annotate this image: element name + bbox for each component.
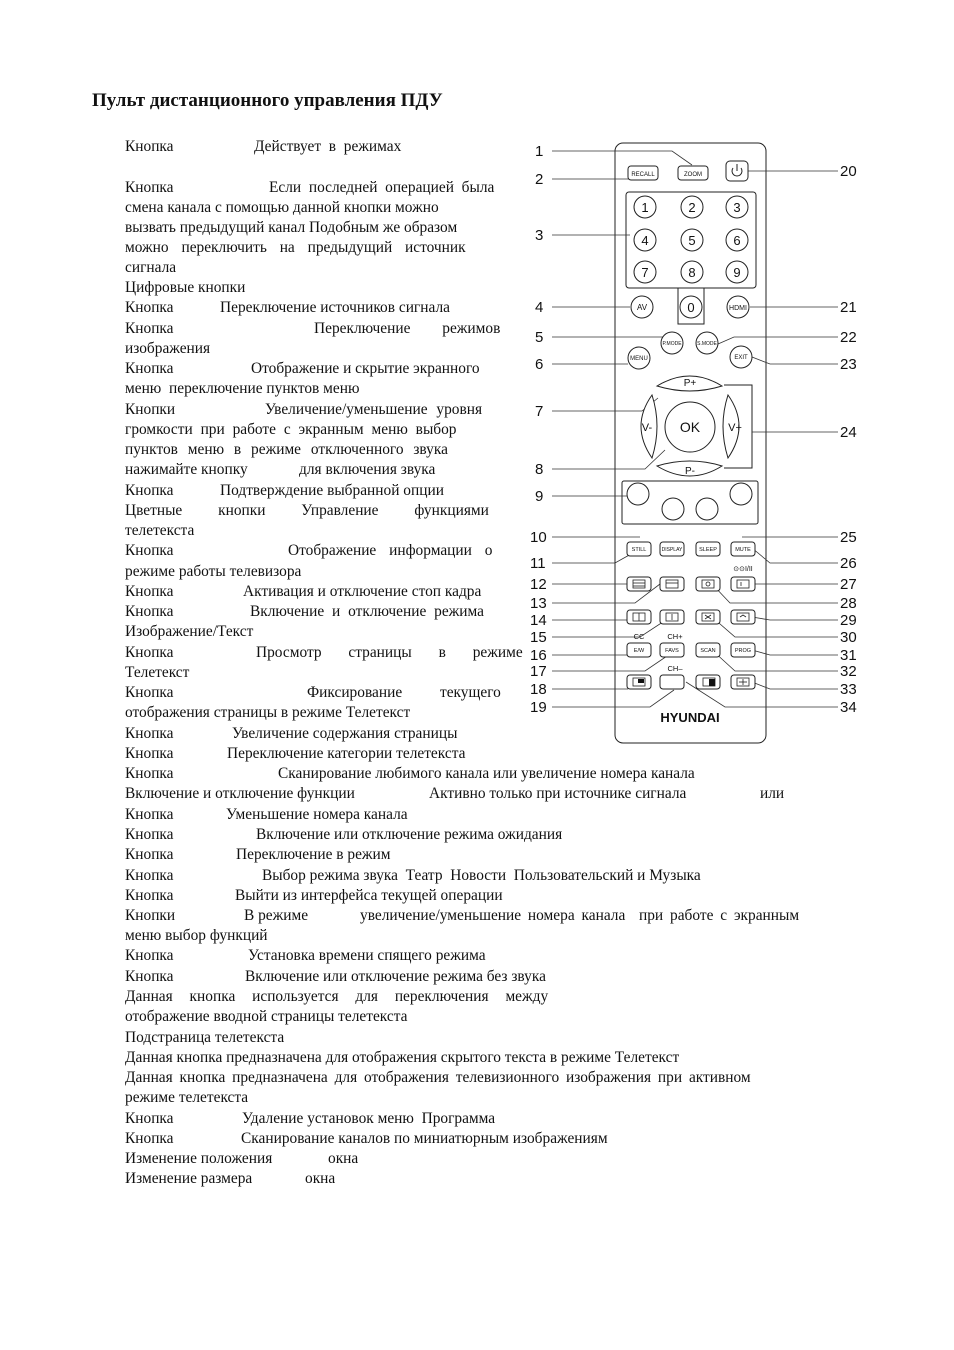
svg-text:4: 4 [641, 233, 649, 248]
callout-number: 32 [840, 663, 857, 680]
callout-number: 33 [840, 681, 857, 698]
svg-text:1: 1 [641, 200, 649, 215]
text-line: можно переключить на предыдущий источник [125, 239, 466, 256]
callout-number: 12 [530, 576, 547, 593]
reveal-button[interactable] [731, 610, 755, 624]
svg-text:MUTE: MUTE [735, 547, 751, 553]
callout-number: 4 [535, 299, 544, 316]
svg-text:V-: V- [641, 422, 653, 434]
text-line: Изображение/Текст [125, 623, 254, 640]
callout-number: 10 [530, 529, 547, 546]
svg-text:2: 2 [688, 200, 696, 215]
callout-number: 15 [530, 629, 547, 646]
text-line: пунктов меню в режиме отключенного звука [125, 441, 448, 458]
text-line: Кнопка Активация и отключение стоп кадра [125, 583, 482, 600]
svg-text:6: 6 [733, 233, 741, 248]
text-line: Кнопки В режиме увеличение/уменьшение номера канала при работе с экранным [125, 907, 800, 924]
callout-number: 28 [840, 595, 857, 612]
index-button[interactable] [696, 577, 720, 591]
svg-text:ZOOM: ZOOM [684, 172, 702, 178]
text-line: Кнопка Переключение режимов [125, 320, 501, 337]
text-line: Данная кнопка используется для переключения между [125, 988, 549, 1005]
text-line: нажимайте кнопку для включения звука [125, 461, 436, 478]
brand-logo: HYUNDAI [660, 710, 720, 725]
callout-number: 22 [840, 329, 857, 346]
color-button-yellow[interactable] [696, 498, 718, 520]
callout-number: 29 [840, 612, 857, 629]
text-line: Изменение положения окна [125, 1150, 359, 1167]
text-line: меню выбор функций [125, 927, 268, 944]
text-line: отображения страницы в режиме Телетекст [125, 704, 411, 721]
callout-number: 14 [530, 612, 547, 629]
mix-button[interactable] [660, 577, 684, 591]
text-line: Кнопка Удаление установок меню Программа [125, 1110, 496, 1127]
teletext-button[interactable] [627, 577, 651, 591]
text-line: Кнопка Установка времени спящего режима [125, 947, 486, 964]
callout-number: 5 [535, 329, 544, 346]
page-title: Пульт дистанционного управления ПДУ [92, 90, 443, 111]
svg-text:E/W: E/W [633, 648, 645, 654]
svg-text:CC: CC [633, 632, 645, 641]
text-line: изображения [125, 340, 211, 357]
text-line: сигнала [125, 259, 177, 276]
callout-number: 19 [530, 699, 547, 716]
ch-minus-button[interactable] [660, 675, 684, 689]
svg-text:P-: P- [685, 466, 695, 477]
callout-number: 34 [840, 699, 857, 716]
text-line: вызвать предыдущий канал Подобным же образом [125, 219, 458, 236]
svg-text:FAVS: FAVS [665, 648, 679, 654]
text-line: Кнопка Просмотр страницы в режиме [125, 644, 523, 661]
text-line: Цифровые кнопки [125, 279, 246, 296]
svg-text:DISPLAY: DISPLAY [661, 547, 683, 553]
callout-number: 9 [535, 488, 544, 505]
text-line: Кнопка Выбор режима звука Театр Новости Пользовательский и Музыка [125, 867, 701, 884]
callout-number: 30 [840, 629, 857, 646]
callout-number: 21 [840, 299, 857, 316]
callout-number: 11 [530, 555, 546, 572]
svg-text:OK: OK [679, 419, 701, 435]
callout-number: 1 [535, 143, 544, 160]
text-line: Кнопка Переключение в режим [125, 846, 391, 863]
svg-text:AV: AV [636, 303, 648, 312]
text-line: Кнопка Увеличение содержания страницы [125, 725, 458, 742]
color-button-red[interactable] [627, 483, 649, 505]
text-line: Кнопка Переключение источников сигнала [125, 299, 450, 316]
svg-text:S.MODE: S.MODE [697, 341, 717, 347]
text-line: Кнопка Сканирование любимого канала или увеличение номера канала [125, 765, 695, 782]
svg-text:0: 0 [687, 300, 695, 315]
callout-number: 23 [840, 356, 857, 373]
svg-text:EXIT: EXIT [734, 355, 748, 361]
text-line: Кнопка Фиксирование текущего [125, 684, 501, 701]
svg-text:3: 3 [733, 200, 741, 215]
color-button-green[interactable] [662, 498, 684, 520]
svg-text:9: 9 [733, 265, 741, 280]
text-line: Кнопка Отображение информации о [125, 542, 493, 559]
callout-number: 26 [840, 555, 857, 572]
text-line: Телетекст [125, 664, 190, 681]
text-line: Кнопка Сканирование каналов по миниатюрным изображениям [125, 1130, 608, 1147]
callout-number: 20 [840, 163, 857, 180]
text-line: режиме работы телевизора [125, 563, 302, 580]
callout-number: 16 [530, 647, 547, 664]
svg-text:RECALL: RECALL [631, 172, 655, 178]
svg-text:⊙⊙I/II: ⊙⊙I/II [733, 566, 753, 573]
pip-button[interactable] [696, 675, 720, 689]
svg-text:8: 8 [688, 265, 696, 280]
text-line: Данная кнопка предназначена для отображения скрытого текста в режиме Телетекст [125, 1049, 680, 1066]
callout-number: 13 [530, 595, 547, 612]
text-line: Кнопка Включение или отключение режима без звука [125, 968, 546, 985]
svg-text:5: 5 [688, 233, 696, 248]
text-line: Кнопка Отображение и скрытие экранного [125, 360, 480, 377]
text-line: Включение и отключение функции Активно только при источнике сигнала или [125, 785, 785, 802]
text-line: Кнопка Уменьшение номера канала [125, 806, 408, 823]
text-line: Подстраница телетекста [125, 1029, 285, 1046]
text-line: отображение вводной страницы телетекста [125, 1008, 408, 1025]
callout-number: 25 [840, 529, 857, 546]
callout-number: 31 [840, 647, 857, 664]
callout-number: 18 [530, 681, 547, 698]
text-line: Кнопка Действует в режимах [125, 138, 402, 155]
text-line: Кнопка Подтверждение выбранной опции [125, 482, 444, 499]
callout-number: 17 [530, 663, 547, 680]
svg-text:7: 7 [641, 265, 649, 280]
text-line: Кнопка Выйти из интерфейса текущей операции [125, 887, 503, 904]
svg-text:CH+: CH+ [667, 632, 683, 641]
text-line: Данная кнопка предназначена для отображения телевизионного изображения при активном [125, 1069, 751, 1086]
callout-number: 8 [535, 461, 544, 478]
svg-text:HDMI: HDMI [729, 305, 747, 312]
text-line: Кнопки Увеличение/уменьшение уровня [125, 401, 483, 418]
svg-text:SLEEP: SLEEP [699, 547, 717, 553]
text-line: Кнопка Включение или отключение режима ожидания [125, 826, 563, 843]
callout-number: 2 [535, 171, 544, 188]
svg-text:STILL: STILL [631, 547, 647, 553]
text-line: громкости при работе с экранным меню выбор [125, 421, 457, 438]
callout-number: 6 [535, 356, 544, 373]
callout-number: 7 [535, 403, 544, 420]
callout-number: 24 [840, 424, 857, 441]
svg-text:PROG: PROG [734, 648, 752, 654]
text-line: Кнопка Переключение категории телетекста [125, 745, 466, 762]
svg-text:SCAN: SCAN [700, 648, 716, 654]
callout-number: 27 [840, 576, 857, 593]
svg-text:CH–: CH– [667, 664, 683, 673]
text-line: Кнопка Если последней операцией была [125, 179, 495, 196]
svg-text:V+: V+ [728, 422, 742, 434]
color-button-blue[interactable] [730, 483, 752, 505]
svg-text:MENU: MENU [630, 356, 648, 362]
text-line: режиме телетекста [125, 1089, 249, 1106]
svg-text:P.MODE: P.MODE [662, 341, 682, 347]
text-line: Изменение размера окна [125, 1170, 336, 1187]
text-line: Цветные кнопки Управление функциями [125, 502, 489, 519]
svg-text:P+: P+ [683, 378, 697, 389]
text-line: смена канала с помощью данной кнопки можно [125, 199, 439, 216]
callout-number: 3 [535, 227, 544, 244]
text-line: телетекста [125, 522, 195, 539]
text-line: меню переключение пунктов меню [125, 380, 360, 397]
text-line: Кнопка Включение и отключение режима [125, 603, 485, 620]
audio-button[interactable] [731, 577, 755, 591]
remote-diagram [526, 130, 866, 750]
